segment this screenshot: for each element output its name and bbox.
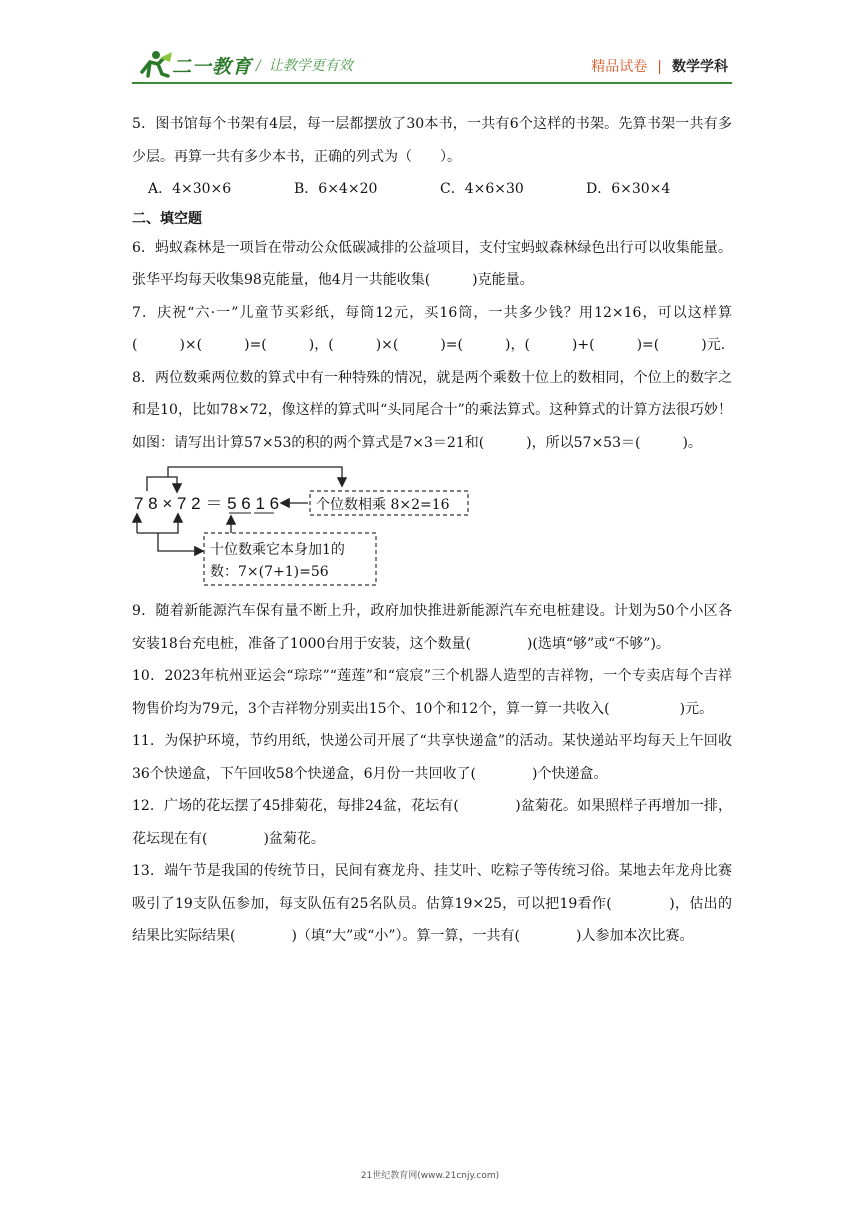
page-footer: 21世纪教育网(www.21cnjy.com) bbox=[360, 1171, 500, 1181]
slogan: / 让教学更有效 bbox=[256, 58, 353, 74]
question-12: 12．广场的花坛摆了45排菊花，每排24盆，花坛有( )盆菊花。如果照样子再增加一排，花坛现在有( )盆菊花。 bbox=[132, 798, 732, 847]
option-b: B．6×4×20 bbox=[294, 181, 378, 197]
box2-line2: 数：7×(7+1)=56 bbox=[210, 564, 329, 580]
box1-text: 个位数相乘 8×2=16 bbox=[316, 497, 450, 513]
top-arrow-units bbox=[168, 467, 342, 485]
question-7: 7．庆祝“六·一”儿童节买彩纸，每筒12元，买16筒，一共多少钱？用12×16，可以这样算( )×( )=( )，( )×( )=( )，( )+( )=( )元. bbox=[132, 304, 732, 353]
option-c: C．4×6×30 bbox=[440, 181, 524, 197]
option-d: D．6×30×4 bbox=[586, 181, 671, 197]
question-6: 6．蚂蚁森林是一项旨在带动公众低碳减排的公益项目，支付宝蚂蚁森林绿色出行可以收集能量。张华平均每天收集98克能量，他4月一共能收集( )克能量。 bbox=[132, 239, 732, 288]
page-header bbox=[0, 0, 860, 92]
slogan-text: 让教学更有效 bbox=[268, 58, 353, 74]
question-9: 9．随着新能源汽车保有量不断上升，政府加快推进新能源汽车充电桩建设。计划为50个小区各安装18台充电桩，准备了1000台用于安装，这个数量( )(选填“够”或“不够”)。 bbox=[132, 603, 732, 652]
arrow-box2 bbox=[158, 533, 202, 551]
logo-text: 二一教育 bbox=[172, 56, 253, 78]
document-body bbox=[132, 108, 732, 953]
box2-line1: 十位数乘它本身加1的 bbox=[210, 542, 345, 558]
diagram-svg bbox=[132, 465, 732, 589]
question-5-options bbox=[132, 173, 732, 206]
multiplication-diagram bbox=[132, 465, 732, 589]
option-a: A．4×30×6 bbox=[148, 181, 232, 197]
subject-label: 数学学科 bbox=[672, 59, 728, 75]
section-heading: 二、填空题 bbox=[132, 210, 202, 227]
diagram-expression: 7 8 × 7 2 ＝ 5 6 1 6 bbox=[134, 494, 280, 513]
bottom-arrow-right bbox=[137, 515, 178, 533]
top-arrow-tens bbox=[147, 477, 177, 491]
question-11: 11．为保护环境，节约用纸，快递公司开展了“共享快递盒”的活动。某快递站平均每天上午回收36个快递盒，下午回收58个快递盒，6月份一共回收了( )个快递盒。 bbox=[132, 733, 732, 782]
header-divider bbox=[132, 82, 732, 84]
question-8: 8．两位数乘两位数的算式中有一种特殊的情况，就是两个乘数十位上的数相同，个位上的数字之和是10，比如78×72，像这样的算式叫“头同尾合十”的乘法算式。这种算式的计算方法很巧妙！如图：请写出计算57×53的积的两个算式是7×3＝21和( )，所以57×53＝( )。 bbox=[132, 369, 732, 451]
question-5: 5．图书馆每个书架有4层，每一层都摆放了30本书，一共有6个这样的书架。先算书架一共有多少层。再算一共有多少本书，正确的列式为（ ）。 bbox=[132, 116, 732, 165]
premium-label: 精品试卷 bbox=[591, 59, 648, 75]
question-13: 13．端午节是我国的传统节日，民间有赛龙舟、挂艾叶、吃粽子等传统习俗。某地去年龙舟比赛吸引了19支队伍参加，每支队伍有25名队员。估算19×25，可以把19看作( )，估出的结果比实际结果( )（填“大”或“小”）。算一算，一共有( )人参加本次比赛。 bbox=[132, 863, 732, 944]
question-10: 10．2023年杭州亚运会“琮琮”“莲莲”和“宸宸”三个机器人造型的吉祥物，一个专卖店每个吉祥物售价均为79元，3个吉祥物分别卖出15个、10个和12个，算一算一共收入( )元。 bbox=[132, 668, 732, 717]
header-right: 精品试卷 | 数学学科 bbox=[591, 59, 728, 75]
